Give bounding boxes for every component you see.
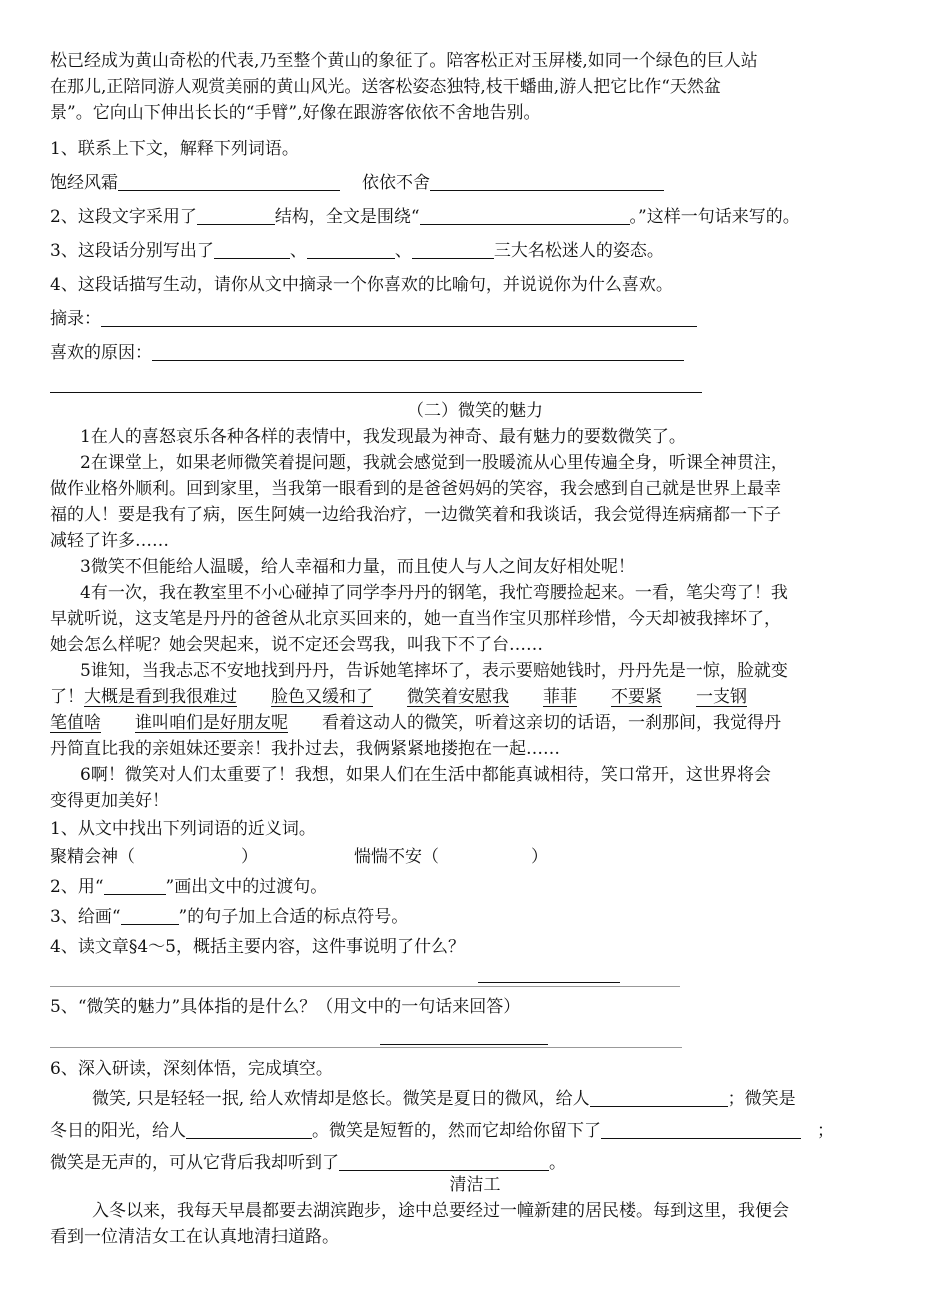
fill-blank[interactable] [339,1152,549,1171]
excerpt-label: 摘录： [50,309,101,329]
passage2-p3: 3微笑不但能给人温暖，给人幸福和力量，而且使人与人之间友好相处呢！ [80,557,635,577]
fill-text: 。微笑是短暂的，然而它却给你留下了 [312,1121,601,1141]
fill-blank[interactable] [601,1120,801,1139]
underlined-fragment: 谁叫咱们是好朋友呢 [135,713,288,733]
answer-blank[interactable] [307,240,395,259]
passage1-line1: 松已经成为黄山奇松的代表,乃至整个黄山的象征了。陪客松正对玉屏楼,如同一个绿色的巨人站 [50,51,758,71]
q2-1-prompt: 1、从文中找出下列词语的近义词。 [50,819,316,839]
q2-2-part-b: ”画出文中的过渡句。 [165,877,328,897]
answer-blank[interactable] [197,206,275,225]
answer-line[interactable] [50,1047,682,1048]
passage2-p4-line3: 她会怎么样呢？她会哭起来，说不定还会骂我，叫我下不了台…… [50,635,543,655]
q1-2-part-b: 结构，全文是围绕“ [274,207,420,227]
underlined-fragment: 菲菲 [543,687,577,707]
answer-blank[interactable] [214,240,290,259]
underlined-sentence [84,687,747,707]
reason-blank[interactable] [152,342,684,361]
passage2-p4-line2: 早就听说，这支笔是丹丹的爸爸从北京买回来的，她一直当作宝贝那样珍惜，今天却被我摔坏了， [50,609,781,629]
passage1-line3: 景”。它向山下伸出长长的“手臂”,好像在跟游客依依不舍地告别。 [50,103,541,123]
passage2-p2-line1: 2在课堂上，如果老师微笑着提问题，我就会感觉到一股暖流从心里传遍全身，听课全神贯注， [80,453,788,473]
q1-2-part-c: 。”这样一句话来写的。 [629,207,800,227]
paren-close: ） [531,847,548,867]
passage2-p5-line4: 丹简直比我的亲姐妹还要亲！我扑过去，我俩紧紧地搂抱在一起…… [50,739,560,759]
answer-blank[interactable] [118,172,340,191]
fill-blank[interactable] [590,1088,728,1107]
underlined-fragment: 不要紧 [611,687,662,707]
q2-5-prompt: 5、“微笑的魅力”具体指的是什么？（用文中的一句话来回答） [50,997,521,1017]
q1-2-prompt [50,204,800,230]
word-2-label: 依依不舍 [362,173,430,193]
reason-label: 喜欢的原因： [50,343,152,363]
q1-3-sep: 、 [289,241,307,261]
q1-2-part-a: 2、这段文字采用了 [50,207,197,227]
passage3-line1: 入冬以来，我每天早晨都要去湖滨跑步，途中总要经过一幢新建的居民楼。每到这里，我便会 [92,1201,789,1221]
underlined-sentence [50,713,322,733]
answer-blank[interactable] [412,240,494,259]
reason-row [50,340,684,366]
q2-6-prompt: 6、深入研读，深刻体悟，完成填空。 [50,1059,333,1079]
q1-3-prompt [50,238,664,264]
passage2-p5-line1: 5谁知，当我忐忑不安地找到丹丹，告诉她笔摔坏了，表示要赔她钱时，丹丹先是一惊，脸就变 [80,661,788,681]
passage3-title: 清洁工 [449,1175,501,1195]
fill-text: 微笑是无声的，可从它背后我却听到了 [50,1153,339,1173]
excerpt-row [50,306,697,332]
passage2-p2-line4: 减轻了许多…… [50,531,169,551]
answer-line[interactable] [50,392,702,393]
paren-close: ） [241,847,258,867]
synonym-word-1: 聚精会神（ [50,847,135,867]
passage2-p5-line2 [50,684,747,710]
synonym-word-2: 惴惴不安（ [354,847,439,867]
q2-1-words [50,844,548,870]
answer-line[interactable] [478,982,620,983]
q1-3-part-a: 3、这段话分别写出了 [50,241,214,261]
q2-2-prompt [50,874,327,900]
underline-sample [104,876,166,895]
fill-text: 微笑, 只是轻轻一抿, 给人欢情却是悠长。微笑是夏日的微风，给人 [92,1089,590,1109]
p5-rest-text: 看着这动人的微笑，听着这亲切的话语，一刹那间，我觉得丹 [322,713,781,733]
excerpt-blank[interactable] [101,308,697,327]
q2-4-prompt: 4、读文章§4～5，概括主要内容，这件事说明了什么？ [50,937,465,957]
q1-3-sep: 、 [394,241,412,261]
underlined-fragment: 脸色又缓和了 [271,687,373,707]
fill-text: 冬日的阳光，给人 [50,1121,186,1141]
passage2-p5-line3 [50,710,781,736]
fill-line-1 [92,1086,796,1112]
fill-blank[interactable] [186,1120,312,1139]
p5-lead-text: 了！ [50,687,84,707]
answer-blank[interactable] [430,172,664,191]
passage1-line2: 在那儿,正陪同游人观赏美丽的黄山风光。送客松姿态独特,枝干蟠曲,游人把它比作“天然盆 [50,77,721,97]
passage2-p2-line2: 做作业格外顺利。回到家里，当我第一眼看到的是爸爸妈妈的笑容，我会感到自己就是世界上最幸 [50,479,781,499]
underlined-fragment: 一支钢 [696,687,747,707]
passage3-line2: 看到一位清洁女工在认真地清扫道路。 [50,1227,339,1247]
q2-3-part-b: ”的句子加上合适的标点符号。 [178,907,409,927]
fill-line-2 [50,1118,834,1144]
underlined-fragment: 微笑着安慰我 [407,687,509,707]
passage2-p6-line2: 变得更加美好！ [50,791,169,811]
answer-line[interactable] [50,986,680,987]
q1-1-prompt: 1、联系上下文，解释下列词语。 [50,139,299,159]
q2-2-part-a: 2、用“ [50,877,104,897]
fill-text: ； [817,1121,834,1141]
q2-3-part-a: 3、给画“ [50,907,121,927]
underlined-fragment: 笔值啥 [50,713,101,733]
passage2-p6-line1: 6啊！微笑对人们太重要了！我想，如果人们在生活中都能真诚相待，笑口常开，这世界将会 [80,765,771,785]
underlined-fragment: 大概是看到我很难过 [84,687,237,707]
q2-3-prompt [50,904,408,930]
passage2-p2-line3: 福的人！要是我有了病，医生阿姨一边给我治疗，一边微笑着和我谈话，我会觉得连病痛都一下子 [50,505,781,525]
passage2-title: （二）微笑的魅力 [407,401,543,421]
q1-3-part-d: 三大名松迷人的姿态。 [493,241,664,261]
fill-text: 。 [549,1153,566,1173]
passage2-p4-line1: 4有一次，我在教室里不小心碰掉了同学李丹丹的钢笔，我忙弯腰捡起来。一看，笔尖弯了！我 [80,583,788,603]
fill-text: ；微笑是 [727,1089,796,1109]
word-1-label: 饱经风霜 [50,173,118,193]
answer-line[interactable] [380,1044,548,1045]
answer-blank[interactable] [420,206,630,225]
q1-4-prompt: 4、这段话描写生动，请你从文中摘录一个你喜欢的比喻句，并说说你为什么喜欢。 [50,275,673,295]
passage2-p1: 1在人的喜怒哀乐各种各样的表情中，我发现最为神奇、最有魅力的要数微笑了。 [80,427,686,447]
underline-sample [121,906,179,925]
q1-1-words [50,170,664,196]
